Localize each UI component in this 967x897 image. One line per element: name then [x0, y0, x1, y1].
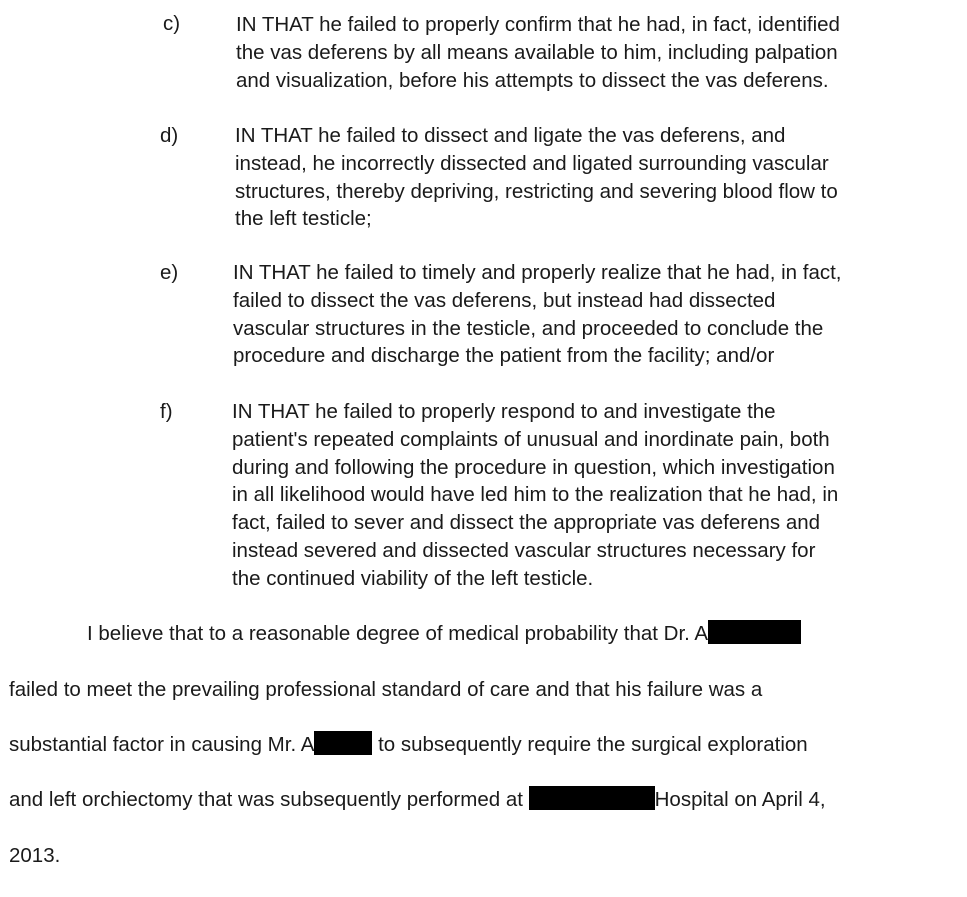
text-line: structures, thereby depriving, restricting and severing blood flow to	[235, 179, 838, 203]
paragraph-text: to subsequently require the surgical exploration	[372, 733, 808, 756]
paragraph-line-4	[9, 786, 826, 814]
text-line: IN THAT he failed to properly confirm that he had, in fact, identified	[236, 13, 840, 36]
text-line: patient's repeated complaints of unusual and inordinate pain, both	[232, 427, 830, 451]
item-text	[235, 122, 838, 233]
text-line: IN THAT he failed to timely and properly realize that he had, in fact,	[233, 261, 842, 284]
text-line: during and following the procedure in question, which investigation	[232, 455, 835, 479]
paragraph-text: I believe that to a reasonable degree of medical probability that Dr. A	[87, 622, 709, 645]
text-line: the vas deferens by all means available to him, including palpation	[236, 40, 838, 64]
item-text	[233, 259, 841, 370]
item-label: e)	[160, 261, 179, 284]
paragraph-text: 2013.	[9, 844, 61, 867]
text-line: and visualization, before his attempts to dissect the vas deferens.	[236, 68, 829, 92]
text-line: the continued viability of the left testicle.	[232, 566, 594, 590]
item-label: d)	[160, 124, 179, 147]
text-line: the left testicle;	[235, 207, 372, 231]
text-line: IN THAT he failed to dissect and ligate the vas deferens, and	[235, 124, 786, 147]
redaction-bar	[708, 620, 801, 644]
item-text	[232, 398, 838, 593]
redaction-bar	[314, 731, 372, 755]
paragraph-line-5	[9, 842, 60, 870]
text-line: instead severed and dissected vascular structures necessary for	[232, 538, 816, 562]
text-line: failed to dissect the vas deferens, but instead had dissected	[233, 288, 776, 312]
text-line: IN THAT he failed to properly respond to and investigate the	[232, 400, 776, 423]
text-line: in all likelihood would have led him to the realization that he had, in	[232, 483, 839, 507]
paragraph-text: failed to meet the prevailing professional standard of care and that his failure was a	[9, 678, 763, 701]
paragraph-line-1	[87, 620, 801, 648]
item-text	[236, 11, 840, 94]
text-line: vascular structures in the testicle, and proceeded to conclude the	[233, 316, 824, 340]
text-line: fact, failed to sever and dissect the appropriate vas deferens and	[232, 511, 821, 535]
text-line: procedure and discharge the patient from the facility; and/or	[233, 344, 775, 368]
text-line: instead, he incorrectly dissected and ligated surrounding vascular	[235, 151, 829, 175]
paragraph-text: substantial factor in causing Mr. A	[9, 733, 315, 756]
redaction-bar	[529, 786, 655, 810]
paragraph-line-3	[9, 731, 808, 759]
paragraph-line-2	[9, 676, 762, 704]
item-label: c)	[163, 12, 181, 35]
paragraph-text: Hospital on April 4,	[654, 788, 826, 811]
item-label: f)	[160, 400, 173, 423]
paragraph-text: and left orchiectomy that was subsequently performed at	[9, 788, 529, 811]
